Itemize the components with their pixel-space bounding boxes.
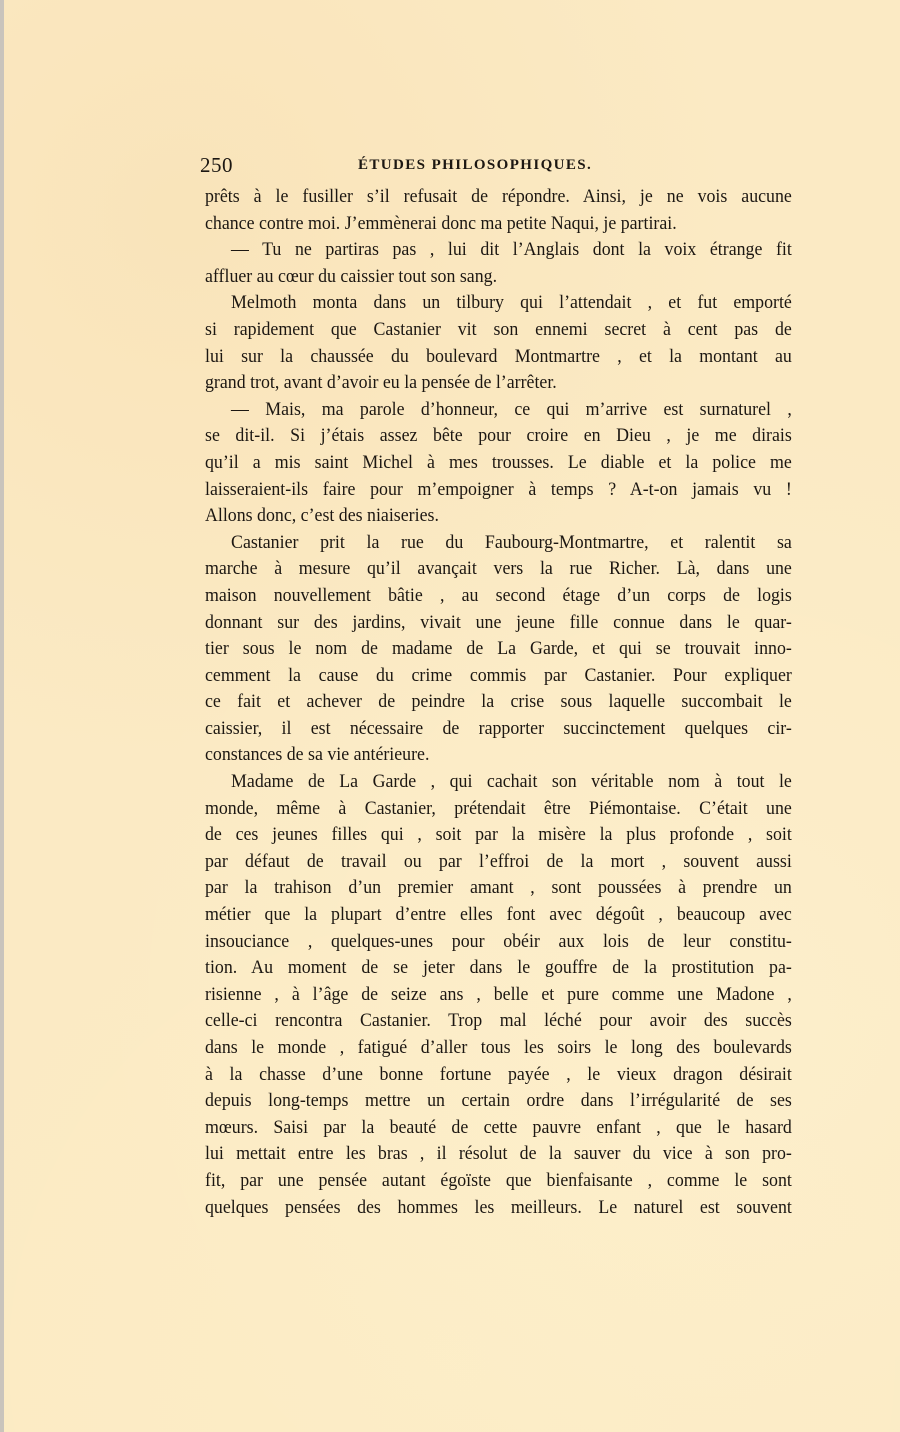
text-line: quelques pensées des hommes les meilleurs. Le naturel est souvent (205, 1196, 792, 1218)
text-line: ce fait et achever de peindre la crise sous laquelle succombait le (205, 691, 792, 713)
text-line: cemment la cause du crime commis par Castanier. Pour expliquer (205, 664, 792, 686)
text-line: dans le monde , fatigué d’aller tous les soirs le long des boulevards (205, 1037, 792, 1058)
text-line: laisseraient-ils faire pour m’empoigner à temps ? A-t-on jamais vu ! (205, 478, 792, 500)
text-line: à la chasse d’une bonne fortune payée , le vieux dragon désirait (205, 1063, 792, 1085)
body-text (205, 184, 792, 1221)
text-line: prêts à le fusiller s’il refusait de répondre. Ainsi, je ne vois aucune (205, 186, 792, 207)
text-line: lui mettait entre les bras , il résolut de la sauver du vice à son pro- (205, 1143, 792, 1165)
text-line: si rapidement que Castanier vit son ennemi secret à cent pas de (205, 318, 792, 340)
text-line: Castanier prit la rue du Faubourg-Montmartre, et ralentit sa (231, 531, 792, 553)
text-line: constances de sa vie antérieure. (205, 744, 430, 766)
text-line: insouciance , quelques-unes pour obéir aux lois de leur constitu- (205, 930, 792, 952)
text-line: marche à mesure qu’il avançait vers la rue Richer. Là, dans une (205, 558, 792, 580)
text-line: monde, même à Castanier, prétendait être Piémontaise. C’était une (205, 797, 792, 819)
text-line: Madame de La Garde , qui cachait son véritable nom à tout le (231, 771, 792, 793)
text-line: se dit-il. Si j’étais assez bête pour croire en Dieu , je me dirais (205, 425, 792, 447)
text-line: grand trot, avant d’avoir eu la pensée de l’arrêter. (205, 372, 557, 394)
text-line: affluer au cœur du caissier tout son sang. (205, 265, 498, 287)
text-line: — Tu ne partiras pas , lui dit l’Anglais dont la voix étrange fit (231, 239, 792, 261)
text-line: de ces jeunes filles qui , soit par la misère la plus profonde , soit (205, 824, 792, 846)
text-line: maison nouvellement bâtie , au second étage d’un corps de logis (205, 584, 792, 606)
text-line: caissier, il est nécessaire de rapporter succinctement quelques cir- (205, 717, 792, 739)
text-line: Melmoth monta dans un tilbury qui l’attendait , et fut emporté (231, 292, 792, 314)
page-number: 250 (200, 153, 233, 177)
text-line: Allons donc, c’est des niaiseries. (205, 505, 439, 527)
text-line: fit, par une pensée autant égoïste que bienfaisante , comme le sont (205, 1169, 792, 1191)
text-line: mœurs. Saisi par la beauté de cette pauvre enfant , que le hasard (205, 1116, 792, 1138)
text-line: par défaut de travail ou par l’effroi de la mort , souvent aussi (205, 850, 792, 872)
text-line: — Mais, ma parole d’honneur, ce qui m’arrive est surnaturel , (231, 398, 792, 420)
text-line: risienne , à l’âge de seize ans , belle et pure comme une Madone , (205, 983, 792, 1005)
text-line: depuis long-temps mettre un certain ordre dans l’irrégularité de ses (205, 1090, 792, 1112)
text-line: chance contre moi. J’emmènerai donc ma petite Naqui, je partirai. (205, 212, 677, 234)
text-line: par la trahison d’un premier amant , sont poussées à prendre un (205, 877, 792, 899)
text-line: tier sous le nom de madame de La Garde, et qui se trouvait inno- (205, 638, 792, 660)
text-line: celle-ci rencontra Castanier. Trop mal léché pour avoir des succès (205, 1010, 792, 1032)
text-line: métier que la plupart d’entre elles font avec dégoût , beaucoup avec (205, 904, 792, 926)
text-line: donnant sur des jardins, vivait une jeune fille connue dans le quar- (205, 611, 792, 633)
text-line: lui sur la chaussée du boulevard Montmartre , et la montant au (205, 345, 792, 367)
book-page (4, 0, 900, 1432)
running-head (200, 153, 796, 179)
running-title: ÉTUDES PHILOSOPHIQUES. (358, 157, 593, 173)
text-line: tion. Au moment de se jeter dans le gouffre de la prostitution pa- (205, 957, 792, 979)
text-line: qu’il a mis saint Michel à mes trousses. Le diable et la police me (205, 451, 792, 473)
